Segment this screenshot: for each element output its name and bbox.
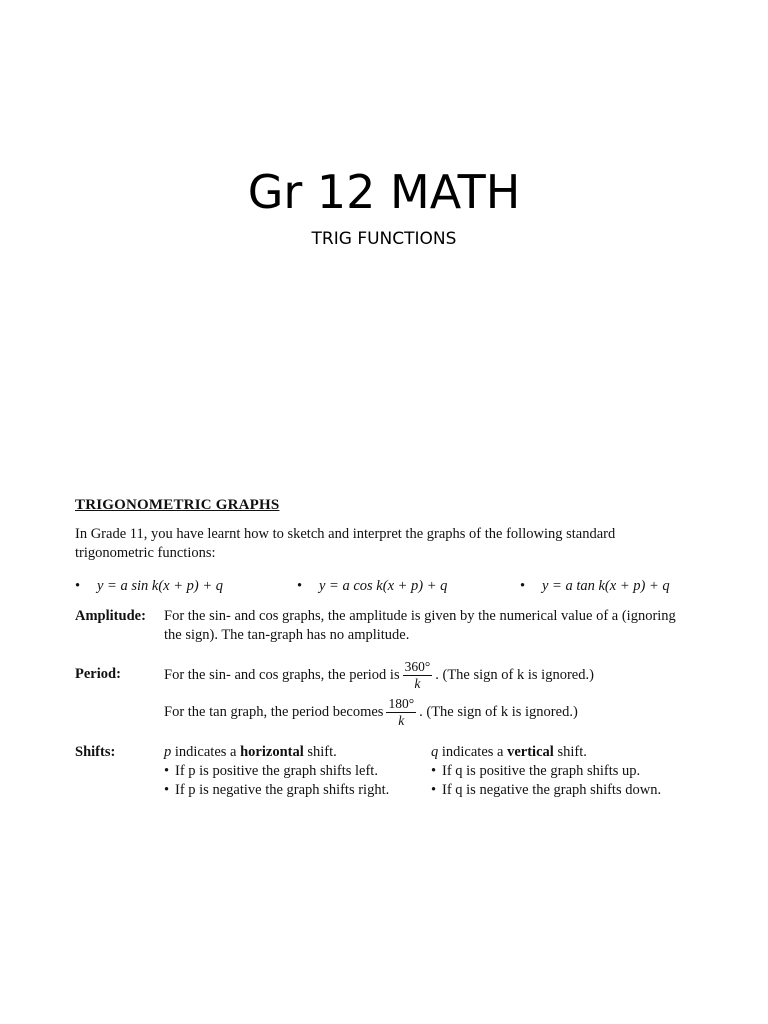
list-item: • If p is negative the graph shifts right. — [164, 782, 390, 798]
vertical-shift-column: q indicates a vertical shift. • If q is positive the graph shifts up. • If q is negative the graph shifts down. — [431, 744, 662, 798]
section-heading: TRIGONOMETRIC GRAPHS — [75, 497, 280, 513]
formula-cos: • y = a cos k(x + p) + q — [297, 578, 448, 594]
list-item: • If p is positive the graph shifts left. — [164, 763, 378, 779]
formula-list — [75, 577, 695, 599]
fraction-180-over-k: $\frac{180^\circ}{k}$ — [388, 696, 415, 728]
document-subtitle: TRIG FUNCTIONS — [311, 229, 457, 249]
list-item: • If q is negative the graph shifts down. — [431, 782, 662, 798]
period-tan: For the tan graph, the period becomes $\frac{180^\circ}{k}$ . (The sign of k is ignored.) — [164, 696, 578, 728]
period-row — [75, 659, 695, 729]
horizontal-shift-column: p indicates a horizontal shift. • If p is positive the graph shifts left. • If p is negative the graph shifts right. — [164, 744, 390, 798]
formula-sin: • y = a sin k(x + p) + q — [75, 578, 223, 594]
shifts-row — [75, 743, 695, 803]
amplitude-row — [75, 607, 695, 645]
amplitude-label: Amplitude: — [75, 608, 146, 624]
amplitude-text: For the sin- and cos graphs, the amplitude is given by the numerical value of a (ignoring the sign). The tan-graph has no amplitude. — [164, 608, 676, 643]
period-sin-cos: For the sin- and cos graphs, the period is $\frac{360^\circ}{k}$ . (The sign of k is ignored.) — [164, 659, 594, 691]
scanned-notes — [75, 496, 695, 803]
formula-tan: • y = a tan k(x + p) + q — [520, 578, 670, 594]
intro-paragraph: In Grade 11, you have learnt how to sketch and interpret the graphs of the following standard trigonometric functions: — [75, 526, 616, 561]
list-item: • If q is positive the graph shifts up. — [431, 763, 641, 779]
period-label: Period: — [75, 666, 121, 682]
document-title: Gr 12 MATH — [247, 165, 521, 219]
shifts-label: Shifts: — [75, 744, 116, 760]
fraction-360-over-k: $\frac{360^\circ}{k}$ — [404, 659, 431, 691]
